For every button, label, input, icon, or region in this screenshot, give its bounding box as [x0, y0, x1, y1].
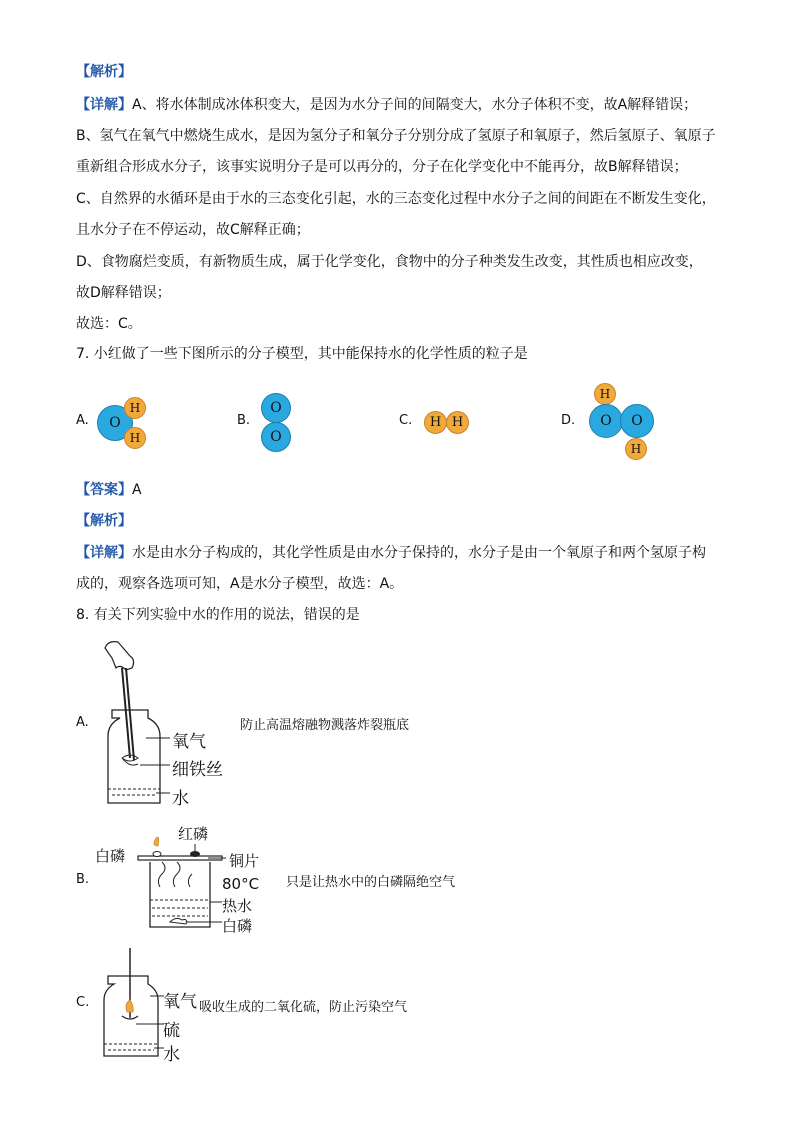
detail-line-d1: D、食物腐烂变质，有新物质生成，属于化学变化，食物中的分子种类发生改变，其性质也相应改变， — [76, 254, 703, 270]
answer-tag: 【答案】 — [76, 482, 132, 498]
detail-line-a — [76, 95, 697, 115]
oxygen-atom: O — [261, 393, 291, 423]
label-white-phosphorus-top: 白磷 — [95, 847, 126, 865]
detail-tag: 【详解】 — [76, 97, 132, 113]
q8-option-a-desc: 防止高温熔融物溅落炸裂瓶底 — [240, 718, 410, 733]
label-water: 水 — [163, 1045, 180, 1065]
detail-line-b1: B、氢气在氧气中燃烧生成水，是因为氢分子和氧分子分别分成了氢原子和氧原子，然后氢原子、氧原子 — [76, 128, 716, 144]
detail-2-line1: 【详解】水是由水分子构成的，其化学性质是由水分子保持的，水分子是由一个氧原子和两个氢原子构 — [76, 545, 706, 561]
detail-line-c2: 且水分子在不停运动，故C解释正确； — [76, 222, 310, 238]
oxygen-atom: O — [97, 405, 133, 441]
option-b-label: B. — [237, 413, 251, 428]
label-copper-plate: 铜片 — [229, 852, 260, 870]
q8-option-b-label: B. — [76, 872, 90, 887]
sulfur-bottle-figure — [100, 948, 170, 1063]
hydrogen-atom: H — [124, 397, 146, 419]
detail-text: A、将水体制成冰体积变大，是因为水分子间的间隔变大，水分子体积不变，故A解释错误； — [132, 97, 698, 113]
q8-option-b-desc: 只是让热水中的白磷隔绝空气 — [286, 875, 456, 890]
q8-option-a-label: A. — [76, 715, 89, 730]
question-7: 7. 小红做了一些下图所示的分子模型，其中能保持水的化学性质的粒子是 — [76, 346, 528, 362]
label-hot-water: 热水 — [222, 897, 253, 915]
hydrogen-atom: H — [424, 411, 447, 434]
q8-option-c-label: C. — [76, 995, 90, 1010]
iron-wire-bottle-figure — [100, 638, 180, 808]
answer-value: A — [132, 482, 142, 498]
option-c-label: C. — [399, 413, 413, 428]
phosphorus-experiment-figure — [130, 832, 230, 932]
label-iron-wire: 细铁丝 — [172, 760, 223, 780]
choice-answer: 故选：C。 — [76, 316, 142, 332]
label-red-phosphorus: 红磷 — [178, 825, 209, 843]
oxygen-atom: O — [261, 422, 291, 452]
option-d-label: D. — [561, 413, 576, 428]
hydrogen-atom: H — [625, 438, 647, 460]
detail-2-line2: 成的，观察各选项可知，A是水分子模型，故选：A。 — [76, 576, 404, 592]
label-oxygen: 氧气 — [163, 992, 197, 1012]
answer-line — [76, 480, 142, 500]
label-temperature: 80°C — [222, 875, 260, 893]
option-a-label: A. — [76, 413, 89, 428]
label-sulfur: 硫 — [163, 1021, 180, 1041]
detail-line-c1: C、自然界的水循环是由于水的三态变化引起，水的三态变化过程中水分子之间的间距在不断发生变化， — [76, 191, 716, 207]
label-oxygen: 氧气 — [172, 732, 206, 752]
oxygen-atom: O — [620, 404, 654, 438]
q8-option-c-desc: 吸收生成的二氧化硫，防止污染空气 — [199, 1000, 408, 1015]
hydrogen-atom: H — [594, 383, 616, 405]
analysis-label: 【解析】 — [76, 64, 132, 80]
analysis-label: 【解析】 — [76, 513, 132, 529]
question-8: 8. 有关下列实验中水的作用的说法，错误的是 — [76, 607, 360, 623]
detail-line-b2: 重新组合形成水分子，该事实说明分子是可以再分的，分子在化学变化中不能再分，故B解释错误； — [76, 159, 688, 175]
oxygen-atom: O — [589, 404, 623, 438]
detail-tag: 【详解】 — [76, 545, 132, 561]
hydrogen-atom: H — [124, 427, 146, 449]
label-water: 水 — [172, 789, 189, 809]
detail-line-d2: 故D解释错误； — [76, 285, 171, 301]
hydrogen-atom: H — [446, 411, 469, 434]
label-white-phosphorus-water: 白磷 — [222, 917, 253, 935]
